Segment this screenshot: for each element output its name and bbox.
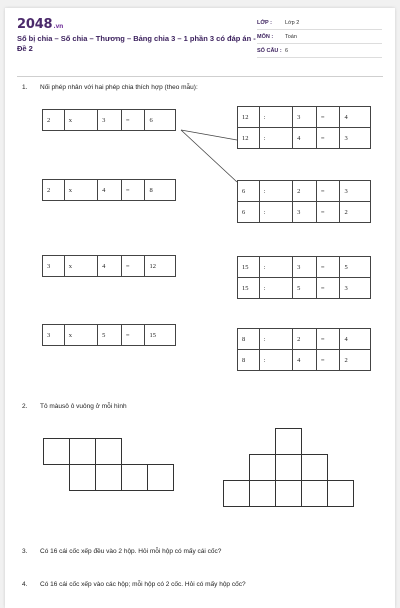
square-cell[interactable]: [301, 480, 328, 507]
equation-cell: 3: [98, 110, 122, 130]
equation-cell: :: [260, 181, 293, 201]
worksheet-title: Số bị chia – Số chia – Thương – Bảng chia 3 – 1 phần 3 có đáp án - Đề 2: [17, 34, 256, 53]
meta-value-class: Lớp 2: [285, 20, 300, 26]
connector-line: [181, 130, 237, 182]
equation-cell: 3: [293, 257, 317, 277]
equation-cell: =: [317, 202, 341, 222]
equation-cell: =: [122, 180, 146, 200]
equation-cell: =: [317, 329, 341, 349]
equation-cell: 15: [149, 331, 156, 339]
equation-cell: 4: [293, 128, 317, 148]
equation-cell: 5: [344, 263, 348, 271]
connector-line: [181, 130, 237, 140]
equation-cell: :: [260, 128, 293, 148]
equation-cell: x: [65, 325, 98, 345]
square-cell[interactable]: [249, 480, 276, 507]
square-cell[interactable]: [275, 428, 302, 455]
equation-cell: 2: [43, 180, 65, 200]
equation-cell: 3: [293, 107, 317, 127]
meta-label-subject: MÔN :: [257, 34, 274, 40]
equation-cell: =: [317, 128, 341, 148]
equation-cell: 4: [293, 350, 317, 370]
equation-cell: x: [65, 110, 98, 130]
question-3: [22, 548, 382, 558]
equation-cell: 8: [238, 329, 260, 349]
equation-cell: :: [260, 257, 293, 277]
equation-cell: 4: [98, 256, 122, 276]
equation-cell: 2: [293, 181, 317, 201]
equation-cell: :: [260, 350, 293, 370]
equation-cell: 4: [344, 113, 348, 121]
meta-value-count: 6: [285, 48, 289, 54]
square-cell[interactable]: [147, 464, 174, 491]
equation-cell: x: [65, 180, 98, 200]
equation-cell: 6: [238, 181, 260, 201]
equation-cell: =: [317, 107, 341, 127]
square-cell[interactable]: [95, 438, 122, 465]
equation-cell: :: [260, 329, 293, 349]
equation-cell: 15: [238, 278, 260, 298]
equation-cell: 3: [293, 202, 317, 222]
question-number: 3.: [22, 548, 28, 555]
square-cell[interactable]: [69, 464, 96, 491]
equation-cell: 6: [149, 116, 153, 124]
equation-cell: :: [260, 202, 293, 222]
square-cell[interactable]: [95, 464, 122, 491]
question-text: Nối phép nhân với hai phép chia thích hợp (theo mẫu):: [40, 84, 198, 91]
meta-value-subject: Toán: [285, 34, 297, 40]
equation-cell: 15: [238, 257, 260, 277]
question-number: 2.: [22, 403, 28, 410]
equation-cell: 2: [293, 329, 317, 349]
equation-cell: 3: [43, 325, 65, 345]
question-4: [22, 581, 382, 591]
equation-cell: 12: [238, 128, 260, 148]
meta-label-count: SỐ CÂU :: [257, 48, 282, 54]
equation-cell: 2: [344, 356, 348, 364]
question-text: Có 16 cái cốc xếp vào các hộp; mỗi hộp có 2 cốc. Hỏi có mấy hộp cốc?: [40, 581, 246, 588]
equation-cell: 4: [344, 335, 348, 343]
question-text: Có 16 cái cốc xếp đều vào 2 hộp. Hỏi mỗi hộp có mấy cái cốc?: [40, 548, 222, 555]
equation-cell: 3: [43, 256, 65, 276]
equation-cell: 12: [238, 107, 260, 127]
equation-cell: 6: [238, 202, 260, 222]
square-cell[interactable]: [223, 480, 250, 507]
site-logo[interactable]: 2048.vn: [17, 17, 64, 32]
equation-cell: 5: [98, 325, 122, 345]
square-cell[interactable]: [69, 438, 96, 465]
equation-cell: :: [260, 107, 293, 127]
worksheet-page: [5, 8, 395, 608]
equation-cell: =: [122, 110, 146, 130]
question-number: 1.: [22, 84, 28, 91]
equation-cell: 2: [344, 208, 348, 216]
equation-cell: :: [260, 278, 293, 298]
equation-cell: =: [317, 350, 341, 370]
equation-cell: 3: [344, 134, 348, 142]
equation-cell: 4: [98, 180, 122, 200]
square-cell[interactable]: [275, 454, 302, 481]
question-number: 4.: [22, 581, 28, 588]
equation-cell: =: [317, 257, 341, 277]
square-cell[interactable]: [43, 438, 70, 465]
square-cell[interactable]: [327, 480, 354, 507]
equation-cell: 8: [238, 350, 260, 370]
question-2: [22, 403, 382, 413]
meta-label-class: LỚP :: [257, 20, 272, 26]
equation-cell: =: [122, 256, 146, 276]
equation-cell: =: [317, 278, 341, 298]
equation-cell: 2: [43, 110, 65, 130]
square-cell[interactable]: [275, 480, 302, 507]
question-text: Tô màusô ô vuông ở mỗi hình: [40, 403, 127, 410]
example-connector-lines: [5, 8, 395, 608]
square-cell[interactable]: [121, 464, 148, 491]
equation-cell: =: [122, 325, 146, 345]
equation-cell: x: [65, 256, 98, 276]
equation-cell: 5: [293, 278, 317, 298]
square-cell[interactable]: [249, 454, 276, 481]
equation-cell: =: [317, 181, 341, 201]
square-cell[interactable]: [301, 454, 328, 481]
equation-cell: 8: [149, 186, 153, 194]
equation-cell: 3: [344, 187, 348, 195]
equation-cell: 12: [149, 262, 156, 270]
equation-cell: 3: [344, 284, 348, 292]
